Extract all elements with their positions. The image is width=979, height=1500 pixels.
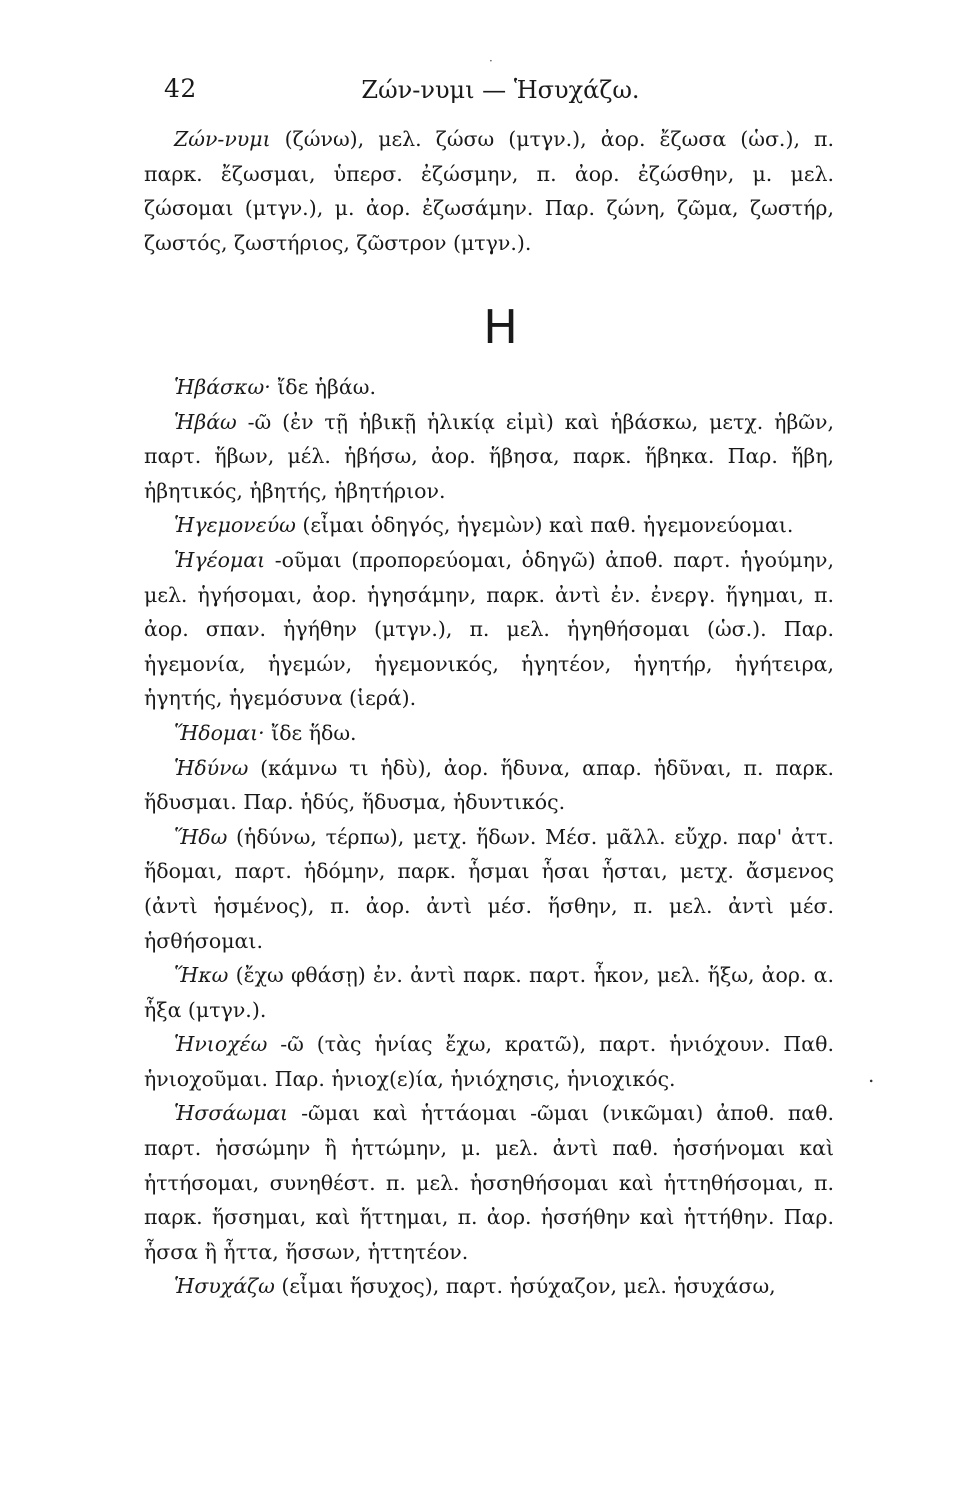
- entry-lemma: Ἡδύνω: [174, 755, 249, 780]
- entry-body: (εἶμαι ὁδηγός, ἡγεμὼν) καὶ παθ. ἡγεμονεύομαι.: [295, 513, 794, 538]
- dictionary-entry: [144, 543, 834, 716]
- entries-main-block: [144, 370, 834, 1304]
- running-head: Ζών-νυμι — Ἡσυχάζω.: [361, 76, 640, 104]
- entry-body: (κάμνω τι ἡδὺ), ἀορ. ἥδυνα, απαρ. ἡδῦναι, π. παρκ. ἥδυσμαι. Παρ. ἡδύς, ἥδυσμα, ἡδυντικός.: [144, 755, 834, 815]
- section-letter: Η: [483, 300, 518, 354]
- entry-lemma: Ἡσσάωμαι: [174, 1101, 289, 1126]
- print-speck: ·: [489, 54, 493, 68]
- dictionary-entry: [144, 405, 834, 509]
- dictionary-entry: [144, 751, 834, 820]
- entry-lemma: Ἡβάω: [174, 409, 237, 434]
- dictionary-entry: [144, 1269, 834, 1304]
- entry-lemma: Ἡνιοχέω: [174, 1032, 268, 1057]
- entries-top-block: [144, 122, 834, 260]
- entry-lemma: Ἡγέομαι: [174, 547, 266, 572]
- entry-lemma: Ἥκω: [174, 963, 229, 988]
- entry-body: -οῦμαι (προπορεύομαι, ὁδηγῶ) ἀποθ. παρτ. ἡγούμην, μελ. ἡγήσομαι, ἀορ. ἡγησάμην, παρκ. ἀντὶ ἐν. ἐνεργ. ἥγημαι, π. ἀορ. σπαν. ἡγήθην (μτγν.), π. μελ. ἡγηθήσομαι (ὡσ.). Παρ. ἡγεμονία, ἡγεμών, ἡγεμονικός, ἡγητέον, ἡγητήρ, ἡγήτειρα, ἡγητής, ἡγεμόσυνα (ἱερά).: [144, 547, 834, 711]
- entry-lemma: Ἥδομαι·: [174, 720, 265, 745]
- entry-lemma: Ἡβάσκω·: [174, 375, 271, 399]
- entry-body: ἴδε ἡβάω.: [270, 375, 376, 399]
- entry-body: (ἔχω φθάσῃ) ἐν. ἀντὶ παρκ. παρτ. ἧκον, μελ. ἥξω, ἀορ. α. ἧξα (μτγν.).: [144, 963, 834, 1022]
- entry-lemma: Ἡσυχάζω: [174, 1274, 275, 1299]
- dictionary-entry: [144, 1027, 834, 1096]
- entry-body: ἴδε ἥδω.: [264, 720, 357, 745]
- entry-lemma: Ἥδω: [174, 824, 228, 849]
- entry-body: (ἡδύνω, τέρπω), μετχ. ἥδων. Μέσ. μᾶλλ. εὔχρ. παρ' ἀττ. ἥδομαι, παρτ. ἡδόμην, παρκ. ἧσμαι ἧσαι ἧσται, μετχ. ἄσμενος (ἀντὶ ἡσμένος), π. ἀορ. ἀντὶ μέσ. ἥσθην, π. μελ. ἀντὶ μέσ. ἡσθήσομαι.: [144, 824, 834, 953]
- entry-body: (ζώνω), μελ. ζώσω (μτγν.), ἀορ. ἔζωσα (ὡσ.), π. παρκ. ἔζωσμαι, ὑπερσ. ἐζώσμην, π. ἀορ. ἐζώσθην, μ. μελ. ζώσομαι (μτγν.), μ. ἀορ. ἐζωσάμην. Παρ. ζώνη, ζῶμα, ζωστήρ, ζωστός, ζωστήριος, ζῶστρον (μτγν.).: [144, 127, 834, 255]
- dictionary-entry: [144, 122, 834, 260]
- dictionary-entry: [144, 820, 834, 958]
- entry-lemma: Ἡγεμονεύω: [174, 513, 296, 538]
- entry-body: (εἶμαι ἥσυχος), παρτ. ἡσύχαζον, μελ. ἡσυχάσω,: [274, 1274, 776, 1299]
- dictionary-entry: [144, 370, 834, 405]
- margin-mark: .: [868, 1063, 875, 1087]
- dictionary-entry: [144, 508, 834, 543]
- dictionary-entry: [144, 716, 834, 751]
- entry-body: -ῶ (τὰς ἡνίας ἔχω, κρατῶ), παρτ. ἡνιόχουν. Παθ. ἡνιοχοῦμαι. Παρ. ἡνιοχ(ε)ία, ἡνιόχησις, ἡνιοχικός.: [144, 1032, 834, 1091]
- entry-body: -ῶ (ἐν τῇ ἡβικῇ ἡλικίᾳ εἰμὶ) καὶ ἡβάσκω, μετχ. ἡβῶν, παρτ. ἥβων, μέλ. ἡβήσω, ἀορ. ἥβησα, παρκ. ἥβηκα. Παρ. ἥβη, ἡβητικός, ἡβητής, ἡβητήριον.: [144, 409, 834, 503]
- page-number: 42: [164, 74, 197, 103]
- entry-lemma: Ζών-νυμι: [174, 127, 271, 151]
- entry-body: -ῶμαι καὶ ἡττάομαι -ῶμαι (νικῶμαι) ἀποθ. παθ. παρτ. ἡσσώμην ἢ ἡττώμην, μ. μελ. ἀντὶ παθ. ἡσσήνομαι καὶ ἡττήσομαι, συνηθέστ. π. μελ. ἡσσηθήσομαι καὶ ἡττηθήσομαι, π. παρκ. ἥσσημαι, καὶ ἥττημαι, π. ἀορ. ἡσσήθην καὶ ἡττήθην. Παρ. ἧσσα ἢ ἧττα, ἥσσων, ἡττητέον.: [144, 1101, 834, 1264]
- dictionary-entry: [144, 1096, 834, 1269]
- dictionary-entry: [144, 958, 834, 1027]
